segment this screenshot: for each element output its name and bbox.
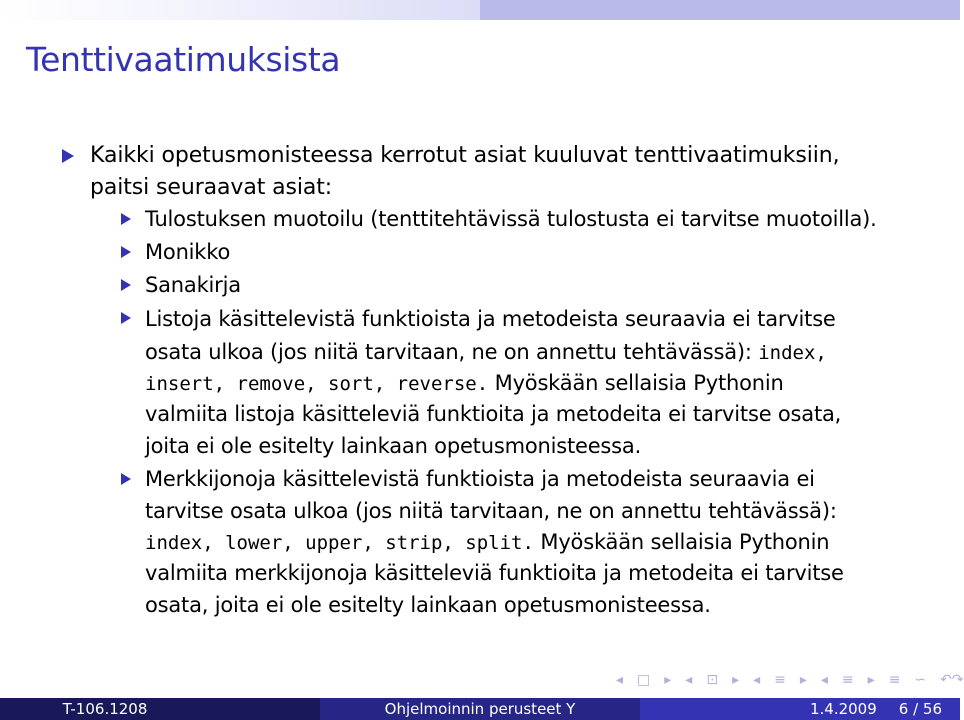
sub-item-text: valmiita merkkijonoja käsitteleviä funktioita ja metodeita ei tarvitse <box>145 561 844 585</box>
nav-subsection-icon[interactable]: ≡ <box>841 672 854 688</box>
sub-item-text: tarvitse osata ulkoa (jos niitä tarvitaan, ne on annettu tehtävässä): <box>145 499 837 523</box>
nav-slide-icon[interactable]: ⊡ <box>706 672 719 688</box>
sub-item-text <box>145 527 829 558</box>
sub-item-text <box>145 337 827 368</box>
prose: Myöskään sellaisia Pythonin <box>533 530 830 554</box>
nav-section-prev-icon[interactable]: ◂ <box>753 672 761 688</box>
nav-next-arrow-icon[interactable]: ▸ <box>732 672 740 688</box>
footer-date: 1.4.2009 <box>809 700 877 718</box>
item-text-line: Kaikki opetusmonisteessa kerrotut asiat kuuluvat tenttivaatimuksiin, <box>90 143 840 168</box>
nav-frame-icon[interactable]: □ <box>637 672 651 688</box>
slide-footer <box>0 698 960 720</box>
slide-title: Tenttivaatimuksista <box>26 40 341 79</box>
nav-next-arrow-icon[interactable]: ▸ <box>664 672 672 688</box>
prose: Myöskään sellaisia Pythonin <box>488 371 784 395</box>
beamer-navigation <box>616 672 964 688</box>
sub-bullet-triangle-icon <box>121 473 131 485</box>
item-text-line: paitsi seuraavat asiat: <box>90 175 333 200</box>
sub-bullet-triangle-icon <box>121 279 131 291</box>
sub-item-text: Sanakirja <box>145 273 241 297</box>
code-text: insert, remove, sort, reverse. <box>145 373 489 395</box>
nav-search-icon[interactable]: ∽ <box>914 672 927 688</box>
code-text: index, lower, upper, strip, split. <box>145 532 534 554</box>
sub-item-text: Monikko <box>145 240 231 264</box>
sub-item-text: Tulostuksen muotoilu (tenttitehtävissä tulostusta ei tarvitse muotoilla). <box>145 207 877 231</box>
nav-subsection-prev-icon[interactable]: ◂ <box>820 672 828 688</box>
nav-align-icon[interactable]: ≡ <box>888 672 901 688</box>
footer-right <box>640 698 960 720</box>
course-code: T-106.1208 <box>62 700 148 718</box>
sub-bullet-triangle-icon <box>121 213 131 225</box>
sub-item-text <box>145 368 784 399</box>
sub-item-text: joita ei ole esitelty lainkaan opetusmonisteessa. <box>145 434 642 458</box>
nav-prev-arrow-icon[interactable]: ◂ <box>685 672 693 688</box>
code-text: index, <box>758 342 827 364</box>
nav-back-forward-icon[interactable]: ↶↷ <box>940 672 964 688</box>
sub-item-text: Merkkijonoja käsittelevistä funktioista ja metodeista seuraavia ei <box>145 467 815 491</box>
nav-section-next-icon[interactable]: ▸ <box>799 672 807 688</box>
prose: osata ulkoa (jos niitä tarvitaan, ne on annettu tehtävässä): <box>145 340 759 364</box>
bullet-triangle-icon <box>62 149 74 163</box>
footer-left <box>0 698 320 720</box>
sub-bullet-triangle-icon <box>121 246 131 258</box>
nav-section-icon[interactable]: ≡ <box>774 672 786 688</box>
nav-subsection-next-icon[interactable]: ▸ <box>867 672 875 688</box>
nav-first-arrow-icon[interactable]: ◂ <box>616 672 624 688</box>
sub-bullet-triangle-icon <box>121 312 131 324</box>
footer-center <box>320 698 640 720</box>
course-name: Ohjelmoinnin perusteet Y <box>384 700 576 718</box>
sub-item-text: valmiita listoja käsitteleviä funktioita ja metodeita ei tarvitse osata, <box>145 402 842 426</box>
sub-item-text: osata, joita ei ole esitelty lainkaan opetusmonisteessa. <box>145 593 711 617</box>
sub-item-text: Listoja käsittelevistä funktioista ja metodeista seuraavia ei tarvitse <box>145 307 836 331</box>
page-number: 6 / 56 <box>898 700 942 718</box>
